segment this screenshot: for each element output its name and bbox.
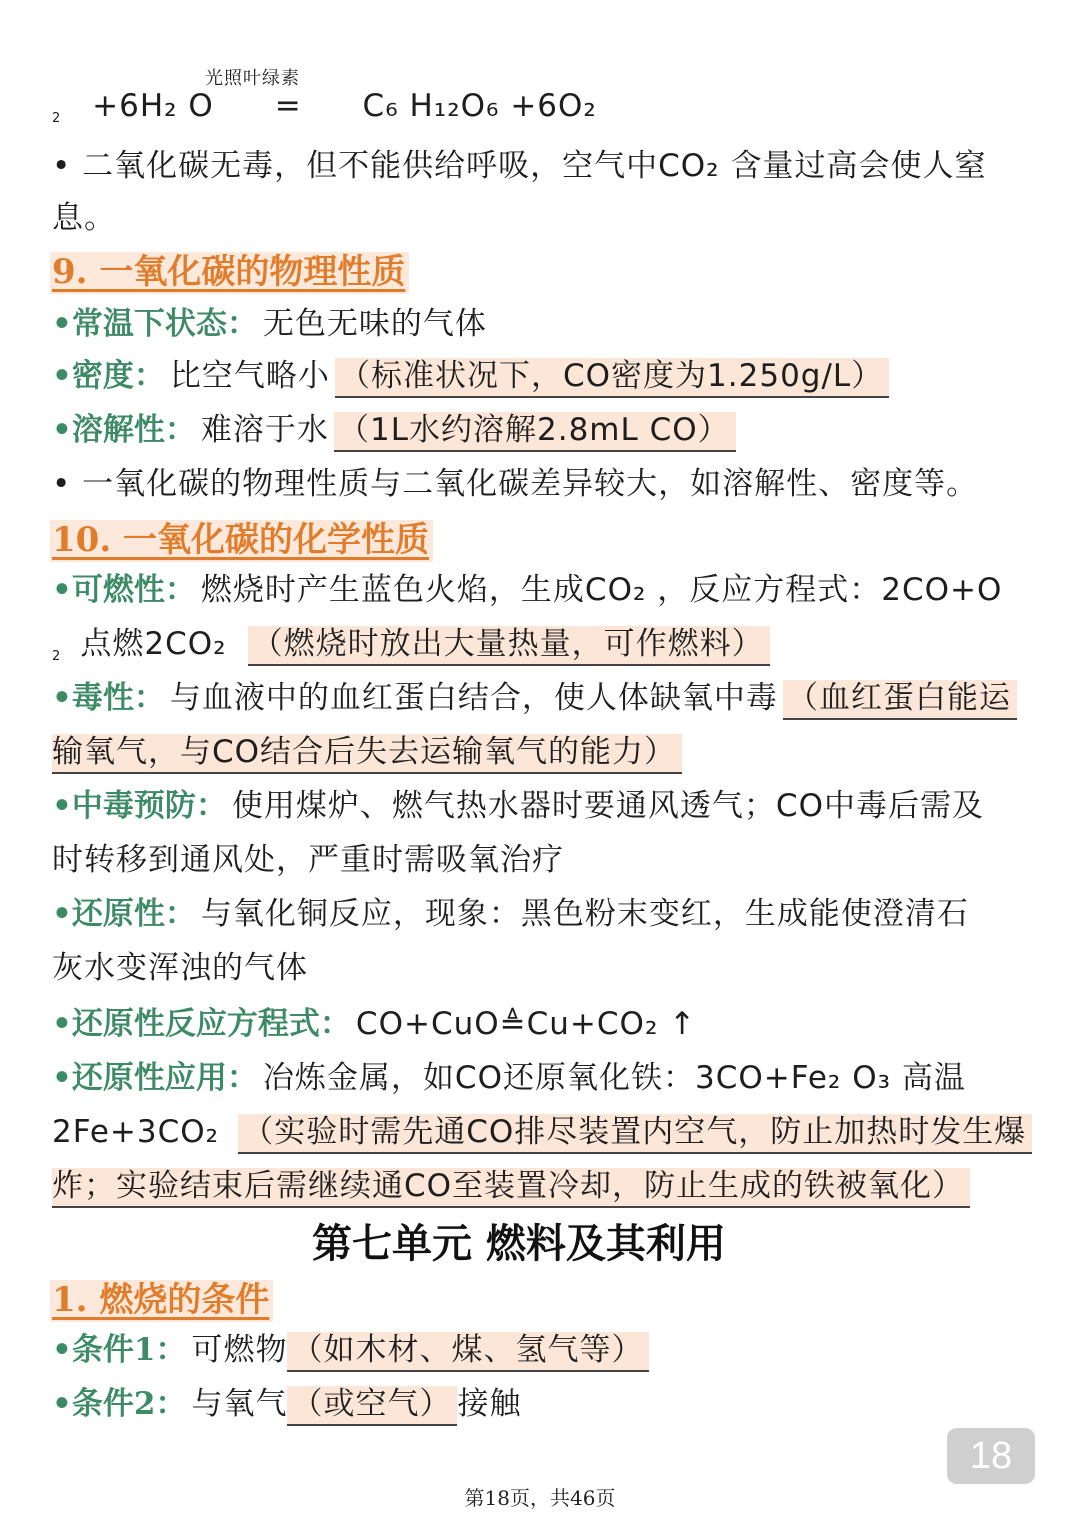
reduce-eq-products: Cu+CO₂ ↑: [526, 1006, 697, 1042]
toxic-note-2: 输氧气，与CO结合后失去运输氧气的能力）: [52, 734, 682, 774]
solubility-label: •溶解性：: [52, 412, 196, 448]
cond2-tail: 接触: [457, 1386, 522, 1422]
heat-equals-sign: ≜: [499, 1006, 527, 1042]
toxic-text: 与血液中的血红蛋白结合，使人体缺氧中毒: [169, 680, 778, 716]
reduce-line1: [52, 888, 969, 933]
cond2-text: 与氧气: [191, 1386, 288, 1422]
prevent-text-1: 使用煤炉、燃气热水器时要通风透气；CO中毒后需及: [231, 788, 984, 824]
section1-heading: [50, 1272, 273, 1321]
apply-note-2: 炸；实验结束后需继续通CO至装置冷却，防止生成的铁被氧化）: [52, 1168, 970, 1208]
apply-label: •还原性应用：: [52, 1060, 258, 1096]
apply-note-1: （实验时需先通CO排尽装置内空气，防止加热时发生爆: [238, 1114, 1032, 1154]
reaction-condition: 光照叶绿素: [205, 68, 300, 89]
cond1-label: •条件1：: [52, 1332, 187, 1368]
cond1-note: （如木材、煤、氢气等）: [287, 1332, 649, 1372]
condition1-line: [52, 1324, 649, 1369]
co-density-line: [52, 350, 889, 395]
toxic-line2: [52, 726, 682, 771]
density-note: （标准状况下，CO密度为1.250g/L）: [335, 358, 889, 398]
flammable-note: （燃烧时放出大量热量，可作燃料）: [248, 626, 770, 666]
toxic-line1: [52, 672, 1017, 717]
page-number-badge: 18: [947, 1428, 1035, 1484]
reduce-text-2: 灰水变浑浊的气体: [52, 950, 308, 986]
section10-title: 10. 一氧化碳的化学性质: [50, 520, 433, 562]
state-label: •常温下状态：: [52, 306, 258, 342]
section1-title: 1. 燃烧的条件: [50, 1280, 273, 1322]
reduce-equation-line: [52, 998, 696, 1043]
apply-text-1: 冶炼金属，如CO还原氧化铁：3CO+Fe₂ O₃ 高温: [262, 1060, 966, 1096]
equation-equals: =: [274, 88, 302, 124]
photosynthesis-equation: [52, 88, 597, 126]
cond2-note: （或空气）: [287, 1386, 457, 1426]
reduce-eq-reactants: CO+CuO: [355, 1006, 500, 1042]
flammable-text: 燃烧时产生蓝色火焰，生成CO₂ ，反应方程式：2CO+O: [200, 572, 1003, 608]
equation-left-subscript: 2: [52, 111, 62, 126]
apply-line3: [52, 1160, 970, 1205]
co-state-line: [52, 298, 487, 343]
state-text: 无色无味的气体: [262, 306, 487, 342]
prevent-text-2: 时转移到通风处，严重时需吸氧治疗: [52, 842, 564, 878]
apply-line2: [52, 1106, 1032, 1151]
flammable-label: •可燃性：: [52, 572, 196, 608]
solubility-text: 难溶于水: [200, 412, 329, 448]
toxic-note-1: （血红蛋白能运: [783, 680, 1017, 720]
cond2-label: •条件2：: [52, 1386, 187, 1422]
co-solubility-line: [52, 404, 736, 449]
apply-line1: [52, 1052, 966, 1097]
condition2-line: [52, 1378, 521, 1423]
co2-note-line2: 息。: [52, 200, 116, 236]
cond1-text: 可燃物: [191, 1332, 288, 1368]
flammable-subscript: 2: [52, 649, 62, 664]
prevent-line1: [52, 780, 984, 825]
section9-title: 9. 一氧化碳的物理性质: [50, 252, 409, 294]
reduce-label: •还原性：: [52, 896, 196, 932]
equation-reactants: +6H₂ O: [92, 88, 214, 124]
physical-compare-note: • 一氧化碳的物理性质与二氧化碳差异较大，如溶解性、密度等。: [52, 466, 979, 502]
equation-products: C₆ H₁₂O₆ +6O₂: [362, 88, 597, 124]
apply-text-2: 2Fe+3CO₂: [52, 1114, 220, 1150]
flammable-equation: 点燃2CO₂: [80, 626, 227, 662]
section10-heading: [50, 512, 433, 561]
toxic-label: •毒性：: [52, 680, 165, 716]
reduce-text-1: 与氧化铜反应，现象：黑色粉末变红，生成能使澄清石: [200, 896, 969, 932]
prevent-label: •中毒预防：: [52, 788, 227, 824]
unit7-title: 第七单元 燃料及其利用: [312, 1220, 726, 1267]
solubility-note: （1L水约溶解2.8mL CO）: [334, 412, 736, 452]
page-footer: 第18页，共46页: [464, 1486, 616, 1510]
density-text: 比空气略小: [169, 358, 330, 394]
co2-note-line1: • 二氧化碳无毒，但不能供给呼吸，空气中CO₂ 含量过高会使人窒: [52, 148, 987, 184]
reduce-eq-label: •还原性反应方程式：: [52, 1006, 351, 1042]
section9-heading: [50, 244, 409, 293]
flammable-line2: [52, 618, 770, 664]
flammable-line1: [52, 564, 1002, 609]
density-label: •密度：: [52, 358, 165, 394]
